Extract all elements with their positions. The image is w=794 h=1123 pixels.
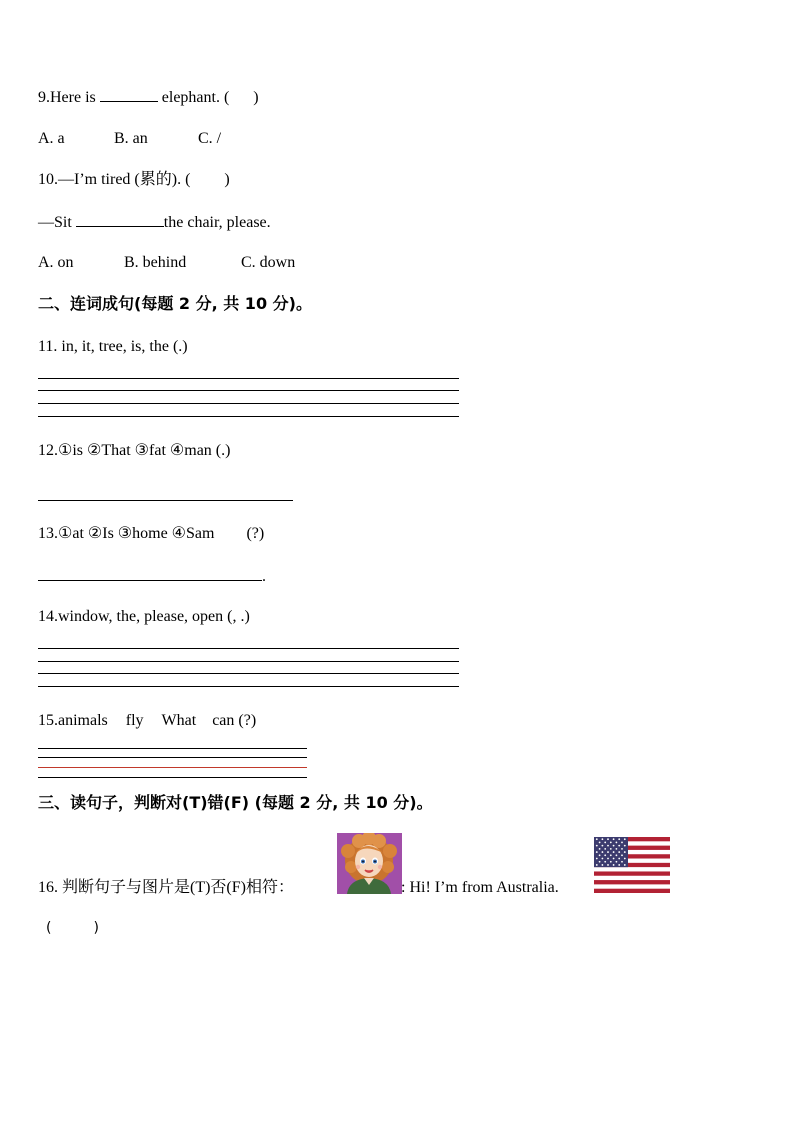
q13-period: .	[262, 568, 266, 585]
writing-line	[38, 748, 307, 749]
section3-title: 三、读句子，判断对(T)错(F) (每题 2 分, 共 10 分)。	[38, 793, 433, 812]
q10-blank[interactable]	[76, 212, 164, 227]
writing-line	[38, 661, 459, 662]
q10-line2-suffix: the chair, please.	[163, 214, 271, 231]
q13-words: 13.①at ②Is ③home ④Sam	[38, 525, 215, 542]
writing-line	[38, 777, 307, 778]
q9-close-paren: )	[253, 89, 259, 106]
q11-text: 11. in, it, tree, is, the (.)	[38, 338, 188, 355]
writing-line	[38, 648, 459, 649]
q15-word-1: 15.animals	[38, 712, 108, 729]
q10-line2	[38, 212, 271, 233]
q16-answer-paren[interactable]: ( )	[46, 920, 99, 936]
q10-options	[38, 253, 295, 273]
q16-prompt: 16. 判断句子与图片是(T)否(F)相符：	[38, 879, 294, 896]
q13-answer	[38, 566, 266, 587]
q9-stem	[38, 87, 259, 108]
section2-title: 二、连词成句(每题 2 分, 共 10 分)。	[38, 294, 312, 313]
writing-line	[38, 378, 459, 379]
q10-line1	[38, 170, 230, 190]
q10-option-c[interactable]: C. down	[241, 254, 296, 271]
q12-answer-line[interactable]	[38, 500, 293, 501]
q10-prompt: 10.—I’m tired (累的). (	[38, 171, 191, 188]
q9-option-b[interactable]: B. an	[114, 130, 148, 147]
q9-option-c[interactable]: C. /	[198, 130, 222, 147]
q13-answer-line[interactable]	[38, 566, 262, 581]
girl-portrait-icon	[337, 833, 402, 894]
q15-word-4: can (?)	[212, 712, 257, 729]
q15-text	[38, 711, 256, 731]
q9-prefix: 9.Here is	[38, 89, 96, 106]
usa-flag-icon	[594, 837, 670, 893]
writing-line-red	[38, 767, 307, 768]
q9-suffix: elephant. (	[161, 89, 230, 106]
q15-word-2: fly	[125, 712, 144, 729]
q10-line2-prefix: —Sit	[38, 214, 72, 231]
writing-line	[38, 686, 459, 687]
writing-line	[38, 757, 307, 758]
q15-word-3: What	[161, 712, 197, 729]
q10-option-b[interactable]: B. behind	[124, 254, 187, 271]
writing-line	[38, 673, 459, 674]
q13-stem	[38, 524, 264, 544]
q10-option-a[interactable]: A. on	[38, 254, 74, 271]
writing-line	[38, 416, 459, 417]
q14-text: 14.window, the, please, open (, .)	[38, 608, 250, 625]
q13-mark: (?)	[246, 525, 265, 542]
writing-line	[38, 390, 459, 391]
writing-line	[38, 403, 459, 404]
q9-options	[38, 129, 221, 149]
q12-text: 12.①is ②That ③fat ④man (.)	[38, 442, 231, 459]
q9-option-a[interactable]: A. a	[38, 130, 65, 147]
q10-close-paren: )	[224, 171, 230, 188]
q9-blank[interactable]	[100, 87, 158, 102]
q16-sentence: : Hi! I’m from Australia.	[401, 879, 559, 896]
